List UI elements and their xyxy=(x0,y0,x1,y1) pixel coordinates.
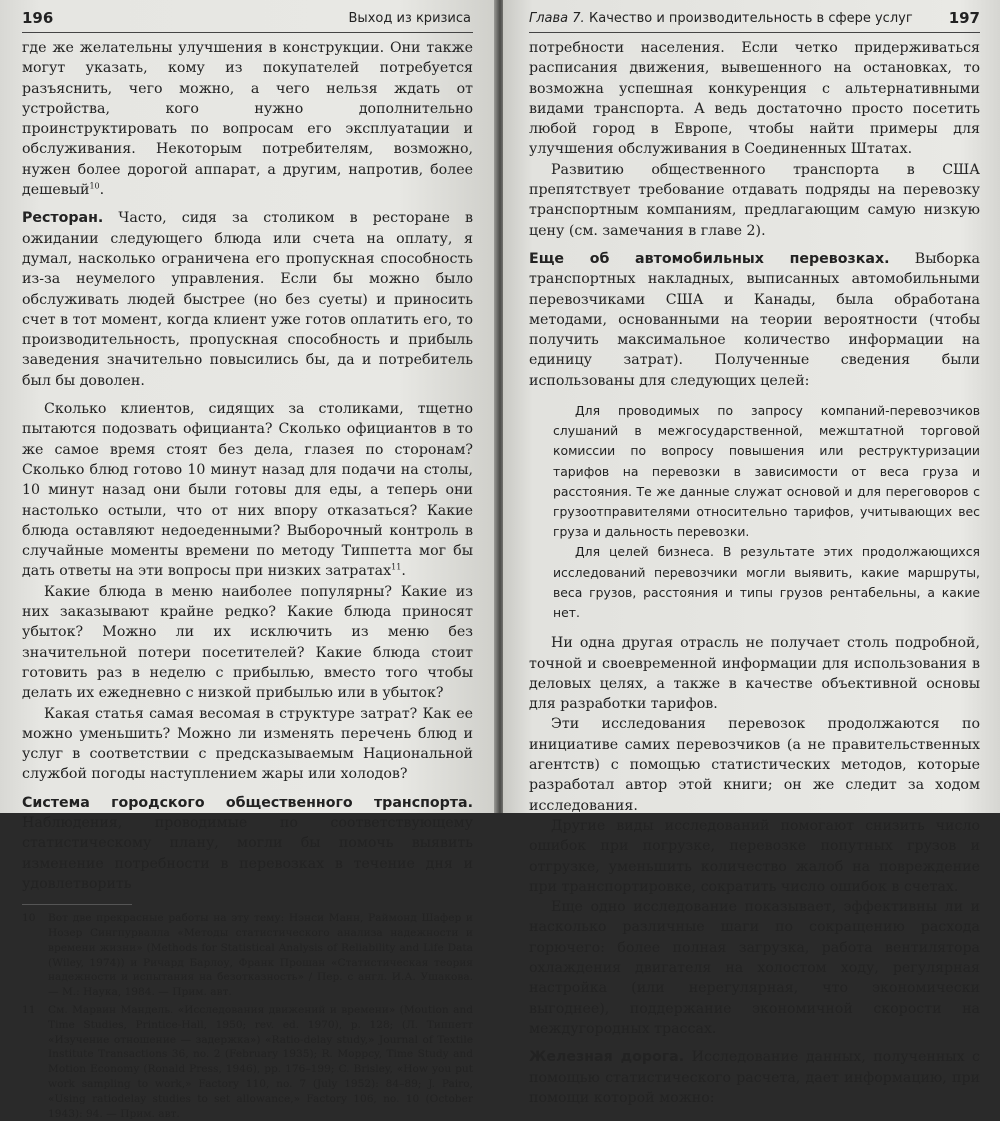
paragraph: Железная дорога. Исследование данных, полученных с помощью статистического расчета, дает информацию, при помощи которой можно: xyxy=(529,1049,981,1106)
paragraph: Сколько клиентов, сидящих за столиками, тщетно пытаются подозвать официанта? Сколько официантов в то же самое время стоят без дела, глазея по сторонам? Сколько блюд готово 10 минут назад для подачи на столы, 10 минут назад они были готовы для еды, а теперь они настолько остыли, что от них впору отказаться? Какие блюда оставляют недоеденными? Выборочный контроль в случайные моменты времени по методу Типпетта мог бы дать ответы на эти вопросы при низких затратах$^{11}$. xyxy=(22,401,473,580)
paragraph: потребности населения. Если четко придерживаться расписания движения, вывешенного на остановках, то возможна успешная конкуренция с альтернативными видами транспорта. А ведь достаточно просто посетить любой город в Европе, чтобы найти примеры для улучшения обслуживания в Соединенных Штатах. xyxy=(529,40,980,158)
left-header xyxy=(22,6,473,33)
paragraph: Другие виды исследований помогают снизить число ошибок при погрузке, перевозке попутных грузов и отгрузке, уменьшить количество жалоб на повреждение при транспортировке, сократить число ошибок в счетах. xyxy=(529,817,980,895)
paragraph: Ни одна другая отрасль не получает столь подробной, точной и своевременной информации для использования в деловых целях, а также в качестве объективной основы для разработки тарифов. xyxy=(529,635,980,713)
paragraph: Еще одно исследование показывает, эффективны ли и насколько различные шаги по сокращению расхода горючего: более полная загрузка, работа вентилятора охлаждения двигателя на холостом ходу, регулярная настройка (или нерегулярная, что экономически выгоднее), поддержание экономичной скорости на междугородных трассах. xyxy=(529,899,980,1037)
quote-paragraph: Для целей бизнеса. В результате этих продолжающихся исследований перевозчики могли выявить, какие маршруты, веса грузов, расстояния и типы грузов рентабельны, а какие нет. xyxy=(553,544,980,621)
quote-paragraph: Для проводимых по запросу компаний-перевозчиков слушаний в межгосударственной, межштатной торговой комиссии по вопросу повышения или реструктуризации тарифов на перевозки в зависимости от веса груза и расстояния. Те же данные служат основой и для переговоров с грузоотправителями относительно тарифов, учитывающих вес груза и дальность перевозки. xyxy=(553,403,980,540)
paragraph: Еще об автомобильных перевозках. Выборка транспортных накладных, выписанных автомобильными перевозчиками США и Канады, была обработана методами, основанными на теории вероятности (чтобы получить максимальное количество информации на единицу затрат). Полученные сведения были использованы для следующих целей: xyxy=(529,250,981,389)
paragraph: Какие блюда в меню наиболее популярны? Какие из них заказывают крайне редко? Какие блюда приносят убыток? Можно ли их исключить из меню без значительной потери посетителей? Какие блюда стоит готовить раз в неделю с прибылью, вместо того чтобы делать их ежедневно с низкой прибылью или в убыток? xyxy=(22,583,473,702)
chapter-label: Глава 7. xyxy=(529,11,585,26)
footnote: 10 Вот две прекрасные работы на эту тему: Нэнси Манн, Раймонд Шафер и Нозер Сингпурвалла «Методы статистического анализа надежности и времени жизни» (Methods for Statistical Analysis of Reliability and Life Data (Wiley, 1974)) и Ричард Барлоу, Франк Прошан «Статистическая теория надежности и испытания на безотказность» / Пер. с англ. И.А. Ушакова. — М.: Наука, 1984. — Прим. авт. xyxy=(22,912,473,999)
running-head: Выход из кризиса xyxy=(348,11,471,26)
paragraph: Система городского общественного транспорта. Наблюдения, проводимые по соответствующему статистическому плану, могли бы помочь выявить изменение потребности в перевозках в течение дня и удовлетворить xyxy=(22,794,473,892)
paragraph: где же желательны улучшения в конструкции. Они также могут указать, кому из покупателей потребуется разъяснить, чего можно, а чего нельзя ждать от устройства, кого нужно дополнительно проинструктировать по вопросам его эксплуатации и обслуживания. Некоторым потребителям, возможно, нужен более дорогой аппарат, а другим, напротив, более дешевый$^{10}$. xyxy=(22,40,473,199)
footnote-rule xyxy=(22,904,132,905)
right-page xyxy=(503,0,1000,1106)
block-quote xyxy=(553,401,980,623)
paragraph: Эти исследования перевозок продолжаются по инициативе самих перевозчиков (а не правительственных агентств) с помощью статистических методов, которые разработал автор этой книги; он же следит за ходом исследования. xyxy=(529,716,980,814)
left-body xyxy=(22,38,473,894)
right-body xyxy=(529,38,980,1108)
paragraph: Какая статья самая весомая в структуре затрат? Как ее можно уменьшить? Можно ли изменять перечень блюд и услуг в соответствии с предсказываемым Национальной службой погоды наступлением жары или холодов? xyxy=(22,705,473,783)
paragraph: Развитию общественного транспорта в США препятствует требование отдавать подряды на перевозку транспортным компаниям, предлагающим самую низкую цену (см. замечания в главе 2). xyxy=(529,161,980,239)
running-head: Качество и производительность в сфере услуг xyxy=(589,11,913,26)
paragraph: Ресторан. Часто, сидя за столиком в ресторане в ожидании следующего блюда или счета на оплату, я думал, насколько ограничена его пропускная способность из-за неумелого управления. Если бы можно было обслуживать людей быстрее (но без суеты) и приносить счет в тот момент, когда клиент уже готов оплатить его, то производительность, пропускная способность и прибыль заведения значительно повысились бы, да и потребитель был бы доволен. xyxy=(22,210,473,389)
left-page xyxy=(0,0,497,1120)
footnote: 11 См. Марвин Мандель. «Исследования движений и времени» (Moution and Time Studies, Printice-Hall, 1950; rev. ed. 1970), p. 128; (Л. Типпетт «Изучение отношение — задержка») «Ratio-delay study,» Journal of Textile Institute Transactions 36, no. 2 (February 1935); R. Moppcy, Time Study and Motion Economy (Ronald Press, 1946), pp. 176–199; C. Brisley, «How you put work sampling to work,» Factory 110, no. 7 (July 1952): 84–89; J. Pairo, «Using ratiodelay studies to set allowance,» Factory 106, no. 10 (October 1943): 94. — Прим. авт. xyxy=(22,1003,473,1120)
page-number: 197 xyxy=(948,9,980,27)
right-header xyxy=(529,6,980,33)
page-number: 196 xyxy=(22,9,54,27)
